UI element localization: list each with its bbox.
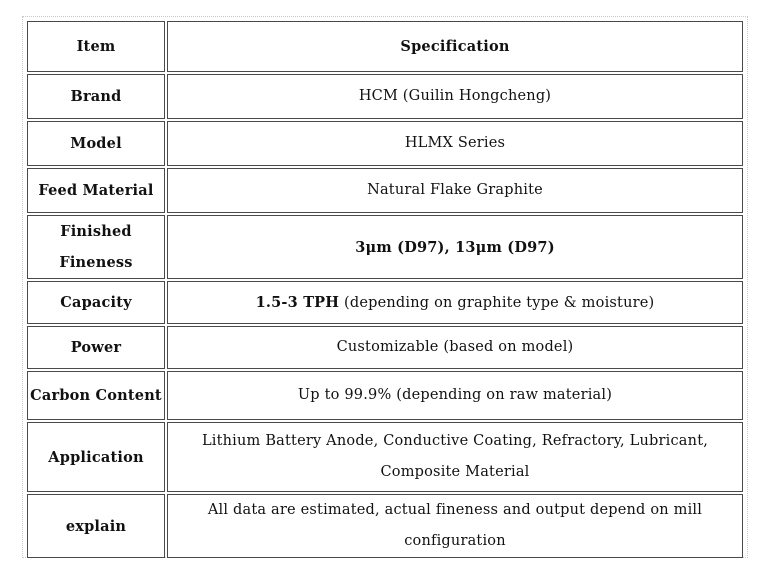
row-label-application: Application [27, 422, 165, 492]
table-row [27, 74, 743, 119]
table-row [27, 422, 743, 492]
row-value-finished-fineness: 3μm (D97), 13μm (D97) [167, 215, 743, 279]
row-label-brand: Brand [27, 74, 165, 119]
row-label-feed-material: Feed Material [27, 168, 165, 213]
table-row [27, 326, 743, 369]
row-value-explain: All data are estimated, actual fineness and output depend on mill configuration [167, 494, 743, 558]
row-label-carbon-content: Carbon Content [27, 371, 165, 420]
table-row [27, 215, 743, 279]
row-label-explain: explain [27, 494, 165, 558]
row-value-model: HLMX Series [167, 121, 743, 166]
row-value-application: Lithium Battery Anode, Conductive Coating, Refractory, Lubricant, Composite Material [167, 422, 743, 492]
row-label-finished-fineness: Finished Fineness [27, 215, 165, 279]
row-label-power: Power [27, 326, 165, 369]
table-row [27, 371, 743, 420]
specification-table-container [22, 16, 748, 558]
table-row [27, 121, 743, 166]
header-specification-cell: Specification [167, 21, 743, 72]
table-header-row [27, 21, 743, 72]
header-item-cell: Item [27, 21, 165, 72]
specification-table [25, 19, 745, 560]
row-value-brand: HCM (Guilin Hongcheng) [167, 74, 743, 119]
row-value-capacity [167, 281, 743, 324]
table-row [27, 281, 743, 324]
row-value-carbon-content: Up to 99.9% (depending on raw material) [167, 371, 743, 420]
row-label-capacity: Capacity [27, 281, 165, 324]
row-value-power: Customizable (based on model) [167, 326, 743, 369]
row-value-feed-material: Natural Flake Graphite [167, 168, 743, 213]
capacity-value-note: (depending on graphite type & moisture) [339, 294, 655, 311]
row-label-model: Model [27, 121, 165, 166]
capacity-value-bold: 1.5-3 TPH [255, 293, 340, 311]
table-row [27, 494, 743, 558]
table-row [27, 168, 743, 213]
